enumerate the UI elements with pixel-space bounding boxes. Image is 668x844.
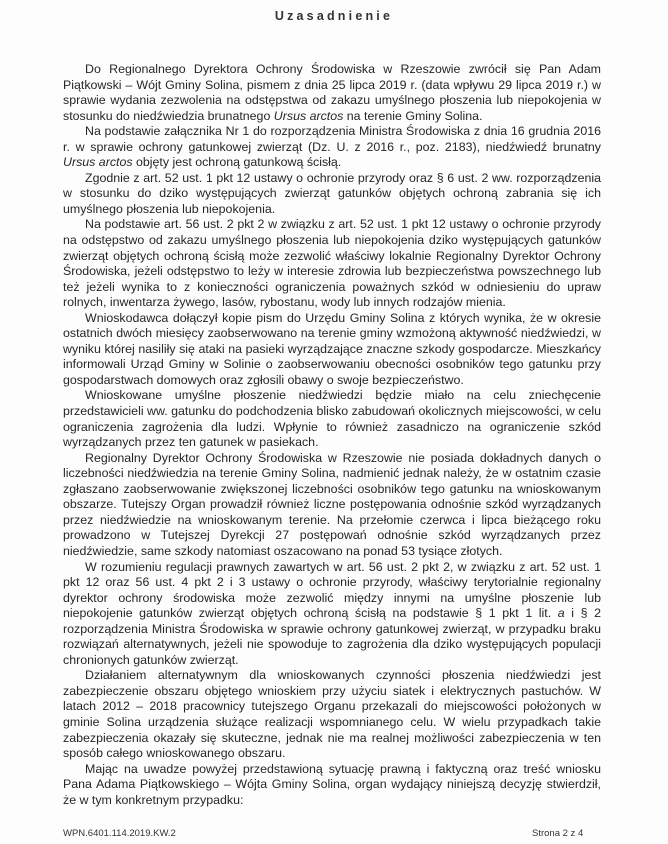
case-reference: WPN.6401.114.2019.KW.2 bbox=[63, 828, 176, 839]
paragraph-text: Zgodnie z art. 52 ust. 1 pkt 12 ustawy o ochronie przyrody oraz § 6 ust. 2 ww. rozporządzenia w stosunku do dziko występujących zwierząt gatunków objętych ochroną zabrania się ich umyślnego płoszenia lub niepokojenia. bbox=[63, 170, 601, 216]
paragraph bbox=[63, 217, 601, 310]
paragraph-text: Na podstawie art. 56 ust. 2 pkt 2 w związku z art. 52 ust. 1 pkt 12 ustawy o ochronie przyrody na odstępstwo od zakazu umyślnego płoszenia lub niepokojenia dziko występujących gatunków zwierząt objętych ochroną ścisłą może zezwolić właściwy lokalnie Regionalny Dyrektor Ochrony Środowiska, jeżeli odstępstwo to leży w interesie zdrowia lub bezpieczeństwa powszechnego lub też jeżeli wynika to z konieczności ograniczenia poważnych szkód w odniesieniu do upraw rolnych, inwentarza żywego, lasów, rybostanu, wody lub innych rodzajów mienia. bbox=[63, 217, 601, 310]
paragraph-text: Na podstawie załącznika Nr 1 do rozporządzenia Ministra Środowiska z dnia 16 grudnia 2016 r. w sprawie ochrony gatunkowej zwierząt (Dz. U. z 2016 r., poz. 2183), niedźwiedź brunatny bbox=[63, 124, 601, 154]
paragraph bbox=[63, 171, 601, 218]
paragraph bbox=[63, 388, 601, 450]
paragraph-text: Wnioskodawca dołączył kopie pism do Urzędu Gminy Solina z których wynika, że w okresie ostatnich dwóch miesięcy zaobserwowano na terenie gminy wzmożoną aktywność niedźwiedzi, w wyniku której nasiliły się ataki na pasieki wyrządzające znaczne szkody gospodarcze. Mieszkańcy informowali Urząd Gminy w Solinie o zaobserwowaniu obecności osobników tego gatunku przy gospodarstwach domowych oraz zgłosili obawy o swoje bezpieczeństwo. bbox=[63, 310, 601, 387]
paragraph bbox=[63, 560, 601, 669]
paragraph-text: Do Regionalnego Dyrektora Ochrony Środowiska w Rzeszowie zwrócił się Pan Adam Piątkowski – Wójt Gminy Solina, pismem z dnia 25 lipca 2019 r. (data wpływu 29 lipca 2019 r.) w sprawie wydania zezwolenia na odstępstwa od zakazu umyślnego płoszenia lub niepokojenia w stosunku do niedźwiedzia brunatnego bbox=[63, 62, 601, 123]
paragraph-text: na terenie Gminy Solina. bbox=[343, 108, 483, 123]
paragraph-text: Regionalny Dyrektor Ochrony Środowiska w Rzeszowie nie posiada dokładnych danych o liczebności niedźwiedzia na terenie Gminy Solina, nadmienić jednak należy, że w ostatnim czasie zgłaszano zaobserwowanie zwiększonej liczebności osobników tego gatunku na wnioskowanym obszarze. Tutejszy Organ prowadził również liczne postępowania odnośnie szkód wyrządzanych przez niedźwiedzie na wnioskowanym terenie. Na przełomie czerwca i lipca bieżącego roku prowadzono w Tutejszej Dyrekcji 27 postępowań odnośnie szkód wyrządzanych przez niedźwiedzie, same szkody natomiast oszacowano na ponad 53 tysiące złotych. bbox=[63, 450, 601, 558]
italic-text: Ursus arctos bbox=[63, 155, 133, 170]
italic-text: a bbox=[557, 606, 565, 621]
paragraph-text: objęty jest ochroną gatunkową ścisłą. bbox=[132, 155, 342, 170]
paragraph-text: Wnioskowane umyślne płoszenie niedźwiedzi będzie miało na celu zniechęcenie przedstawicieli ww. gatunku do podchodzenia blisko zabudowań okolicznych miejscowości, w celu ograniczenia zagrożenia dla ludzi. Wpłynie to również zasadniczo na ograniczenie szkód wyrządzanych przez ten gatunek w pasiekach. bbox=[63, 388, 601, 450]
paragraph bbox=[63, 451, 601, 560]
paragraph bbox=[63, 62, 601, 124]
paragraph-text: i § 2 rozporządzenia Ministra Środowiska w sprawie ochrony gatunkowej zwierząt, w przypadku braku rozwiązań alternatywnych, jeżeli nie spowoduje to zagrożenia dla dziko występujących populacji chronionych gatunków zwierząt. bbox=[63, 606, 601, 667]
document-title: Uzasadnienie bbox=[274, 9, 394, 23]
paragraph-text: Mając na uwadze powyżej przedstawioną sytuację prawną i faktyczną oraz treść wniosku Pana Adama Piątkowskiego – Wójta Gminy Solina, organ wydający niniejszą decyzję stwierdził, że w tym konkretnym przypadku: bbox=[63, 761, 601, 807]
page-number: Strona 2 z 4 bbox=[532, 828, 584, 839]
paragraph bbox=[63, 124, 601, 171]
document-body bbox=[63, 62, 601, 808]
italic-text: Ursus arctos bbox=[273, 108, 344, 123]
paragraph bbox=[63, 762, 601, 809]
paragraph bbox=[63, 668, 601, 761]
paragraph bbox=[63, 311, 601, 389]
paragraph-text: Działaniem alternatywnym dla wnioskowanych czynności płoszenia niedźwiedzi jest zabezpieczenie obszaru objętego wnioskiem przy użyciu siatek i elektrycznych pastuchów. W latach 2012 – 2018 pracownicy tutejszego Organu przekazali do miejscowości położonych w gminie Solina urządzenia służące realizacji wspomnianego celu. W wielu przypadkach takie zabezpieczenia okazały się skuteczne, jednak nie ma realnej możliwości zabezpieczenia w ten sposób całego wnioskowanego obszaru. bbox=[63, 668, 601, 761]
paragraph-text: W rozumieniu regulacji prawnych zawartych w art. 56 ust. 2 pkt 2, w związku z art. 52 ust. 1 pkt 12 oraz 56 ust. 4 pkt 2 i 3 ustawy o ochronie przyrody, właściwy terytorialnie regionalny dyrektor ochrony środowiska może zezwolić między innymi na umyślne płoszenie lub niepokojenie gatunków zwierząt objętych ochroną ścisłą na podstawie § 1 pkt 1 lit. bbox=[63, 559, 601, 621]
